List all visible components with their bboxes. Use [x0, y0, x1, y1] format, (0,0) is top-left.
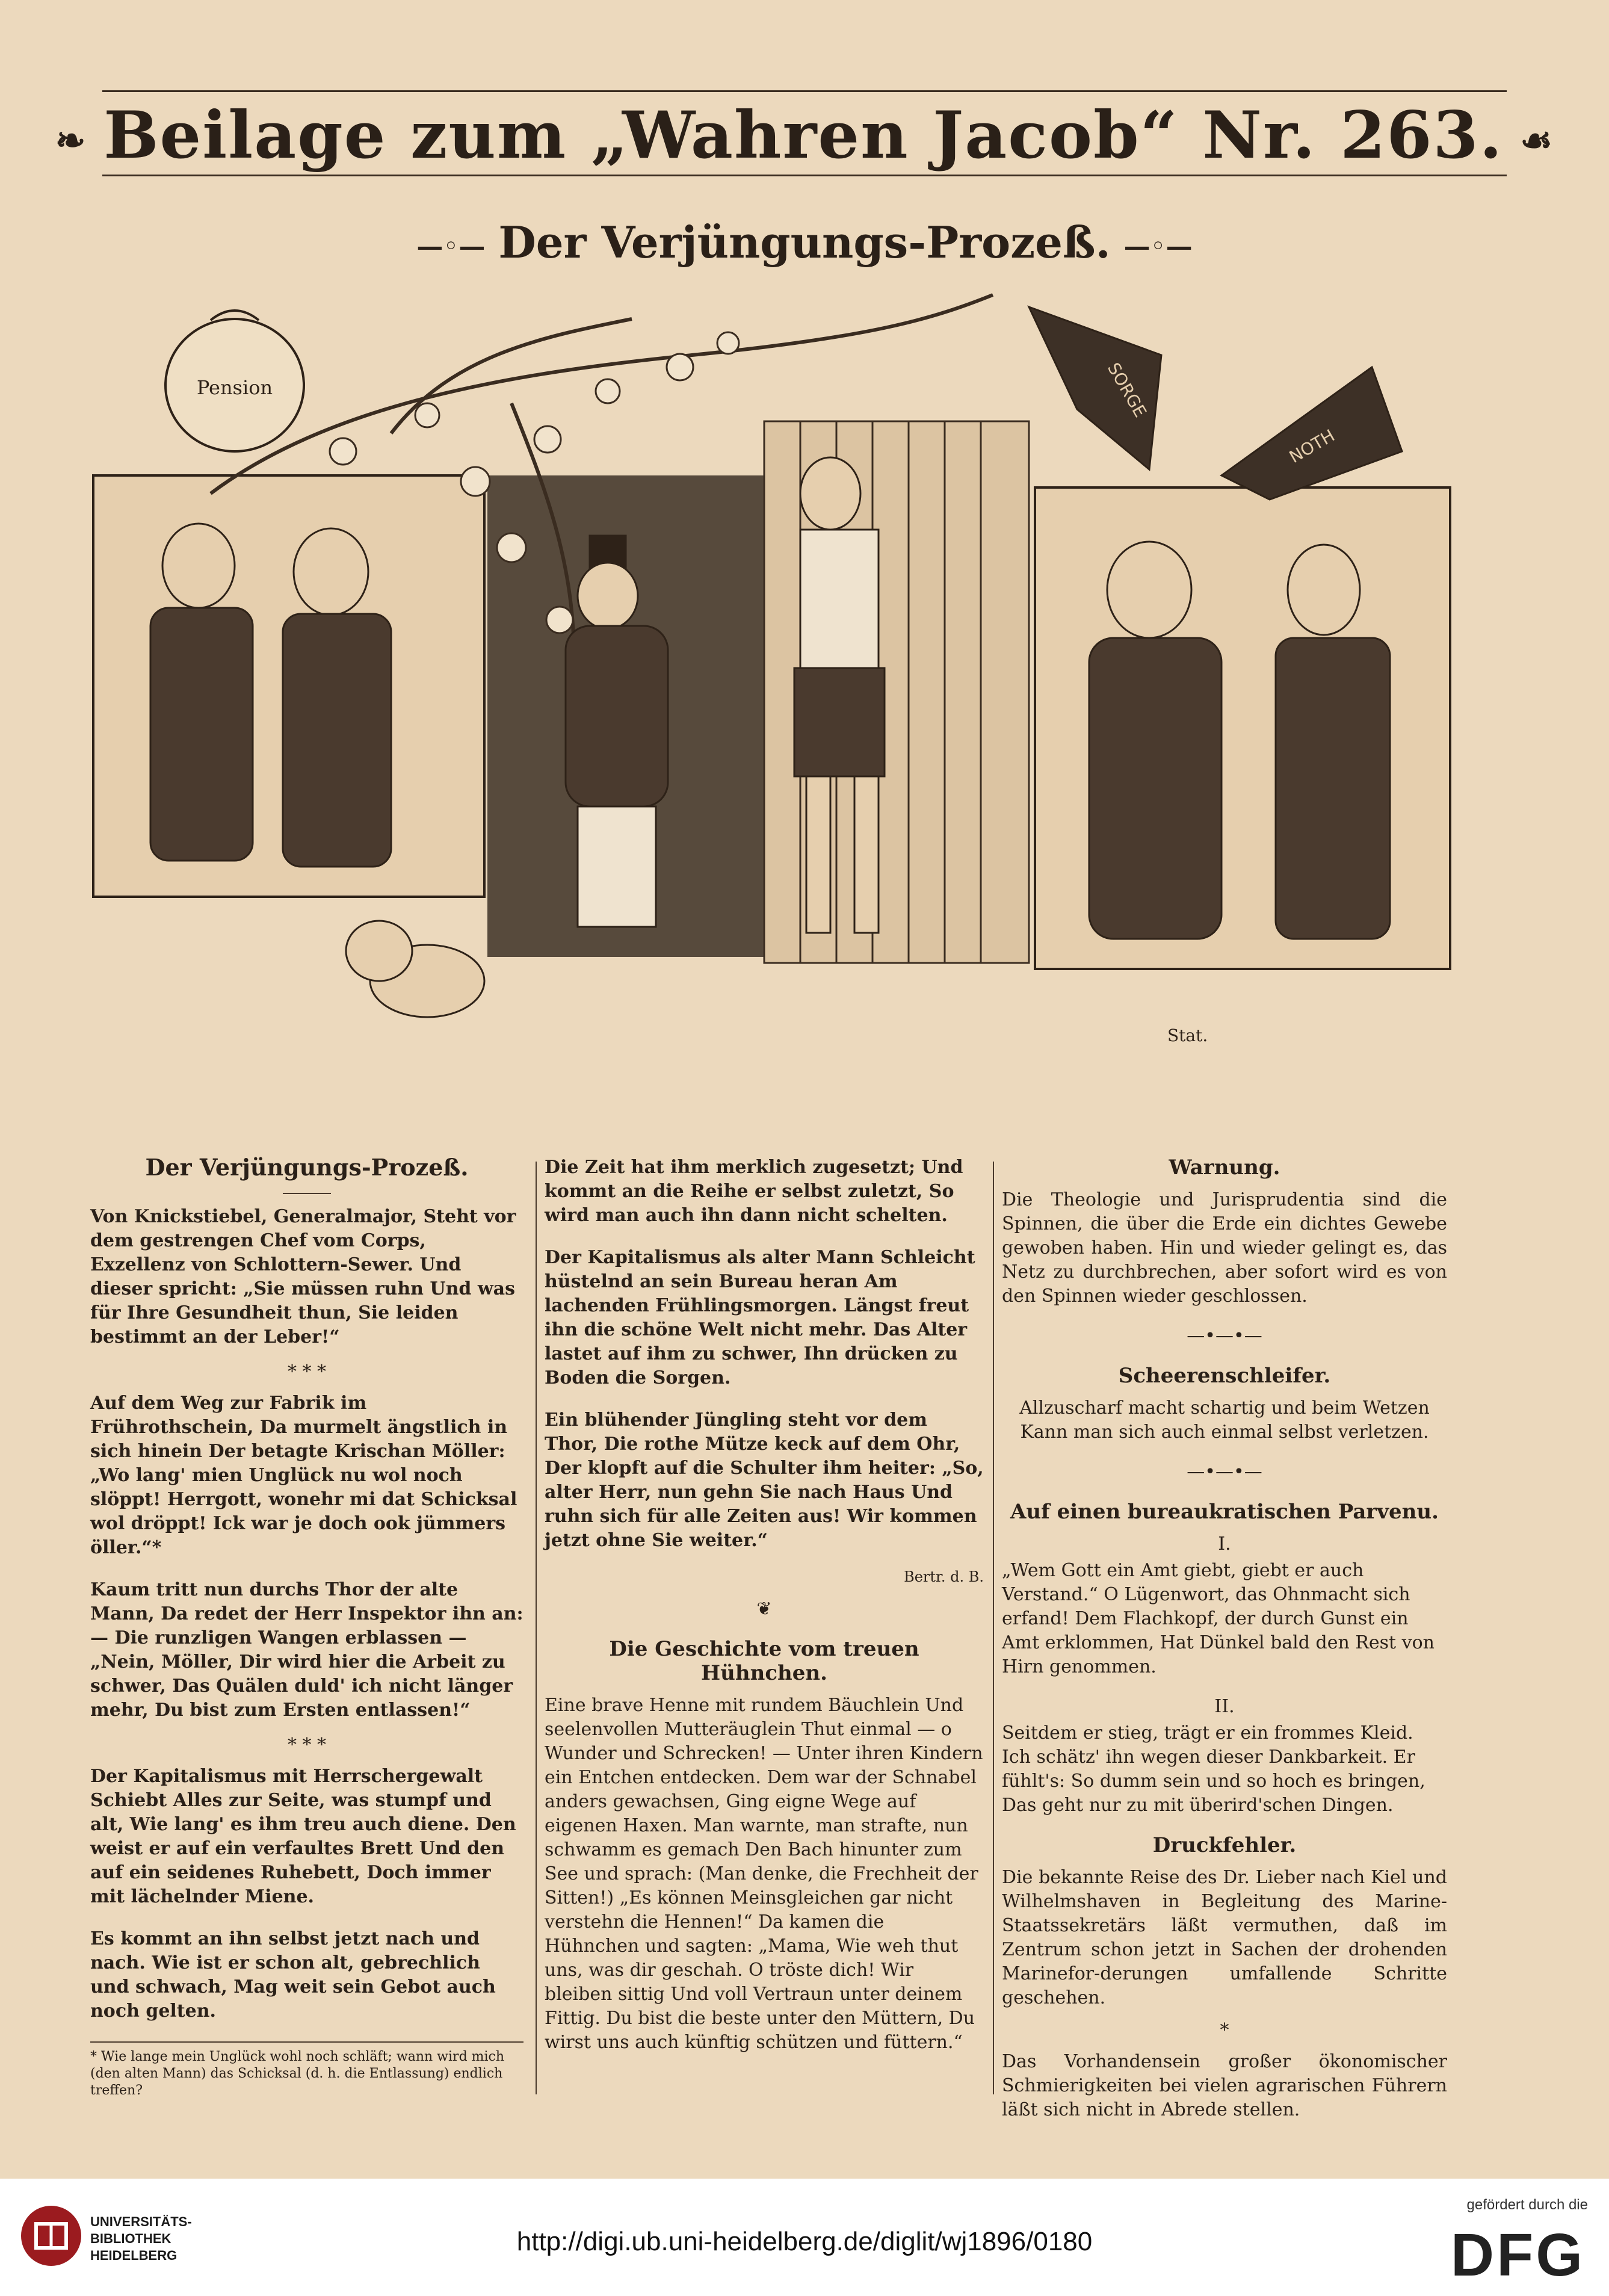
poem-stanza: Auf dem Weg zur Fabrik im Frührothschein, Da murmelt ängstlich in sich hinein Der betagte Krischan Möller: „Wo lang' mien Unglück nu wol noch slöppt! Herrgott, wonehr mi dat Schicksal wol dröppt! Ick war je doch ook jümmers öller.“*	[90, 1393, 517, 1558]
main-heading-text: Der Verjüngungs-Prozeß.	[498, 217, 1111, 268]
column-rule-2	[993, 1162, 994, 2094]
section-divider: —•—•—	[1187, 1461, 1262, 1482]
sorge-banner	[1029, 307, 1161, 469]
poem-stanza: Der Kapitalismus mit Herrschergewalt Schiebt Alles zur Seite, was stumpf und alt, Wie lang' es ihm treu auch diene. Den weist er auf ein verfaultes Brett Und den auf ein seidenes Ruhebett, Doch immer mit lächelnder Miene.	[90, 1766, 516, 1907]
column-rule-1	[536, 1162, 537, 2094]
poem-stanza: Von Knickstiebel, Generalmajor, Steht vor dem gestrengen Chef vom Corps, Exzellenz von Schlottern-Sewer. Und dieser spricht: „Sie müssen ruhn Und was für Ihre Gesundheit thun, Sie leiden bestimmt an der Leber!“	[90, 1206, 516, 1348]
noth-label: NOTH	[1286, 425, 1338, 468]
parvenu-number-1: I.	[1218, 1533, 1231, 1555]
druckfehler-title: Druckfehler.	[1152, 1833, 1297, 1857]
column-2	[545, 1156, 984, 2070]
library-name: UNIVERSITÄTS- BIBLIOTHEK HEIDELBERG	[90, 2214, 192, 2263]
star-divider: *	[1220, 2020, 1229, 2041]
parvenu-text-1: „Wem Gott ein Amt giebt, giebt er auch Verstand.“ O Lügenwort, das Ohnmacht sich erfand! Dem Flachkopf, der durch Gunst ein Amt erklommen, Hat Dünkel bald den Rest von Hirn genommen.	[1002, 1560, 1435, 1677]
poem-stanza: Kaum tritt nun durchs Thor der alte Mann, Da redet der Herr Inspektor ihn an: — Die runzligen Wangen erblassen — „Nein, Möller, Dir wird hier die Arbeit zu schwer, Das Quälen duld' ich nicht länger mehr, Du bist zum Ersten entlassen!“	[90, 1579, 523, 1721]
poem-stanza: Der Kapitalismus als alter Mann Schleicht hüstelnd an sein Bureau heran Am lachenden Frühlingsmorgen. Längst freut ihn die schöne Welt nicht mehr. Das Alter lastet auf ihm zu schwer, Ihn drücken zu Boden die Sorgen.	[545, 1247, 975, 1388]
main-heading: —◦— Der Verjüngungs-Prozeß. —◦—	[416, 217, 1193, 268]
masthead	[0, 90, 1609, 181]
druckfehler-text-1: Die bekannte Reise des Dr. Lieber nach Kiel und Wilhelmshaven in Begleitung des Marine-Staatssekretärs läßt vermuthen, daß im Zentrum schon jetzt in Sachen der drohenden Marinefor-derungen umfallende Schritte geschehen.	[1002, 1867, 1447, 2008]
footer-bar	[0, 2179, 1609, 2296]
illustration	[90, 283, 1462, 1113]
hen-story-text: Eine brave Henne mit rundem Bäuchlein Und seelenvollen Mutteräuglein Thut einmal — o Wunder und Schrecken! — Unter ihren Kindern ein Entchen entdecken. Dem war der Schnabel anders gewachsen, Ging eigne Wege auf eigenen Haxen. Man warnte, man strafte, nun schwamm es gemach Den Bach hinunter zum See und sprach: (Man denke, die Frechheit der Sitten!) „Es können Meinsgleichen gar nicht verstehn die Hennen!“ Da kamen die Hühnchen und sagten: „Mama, Wie weh thut uns, was dir geschah. O tröste dich! Wir bleiben sittig Und voll Vertraun unter deinem Fittig. Du bist die beste unter den Müttern, Du wirst uns auch künftig schützen und füttern.“	[545, 1695, 983, 2053]
scheeren-text: Allzuscharf macht schartig und beim Wetzen Kann man sich auch einmal selbst verletzen.	[1019, 1397, 1430, 1443]
warnung-text: Die Theologie und Jurisprudentia sind die Spinnen, die über die Erde ein dichtes Gewebe gewoben haben. Hin und wieder gelingt es, das Netz zu durchbrechen, aber sofort wird es von den Spinnen wieder geschlossen.	[1002, 1189, 1447, 1307]
warnung-title: Warnung.	[1169, 1156, 1280, 1180]
stars-divider: * * *	[287, 1734, 327, 1756]
masthead-left-ornament: ❧	[55, 119, 87, 162]
parvenu-text-2: Seitdem er stieg, trägt er ein frommes Kleid. Ich schätz' ihn wegen dieser Dankbarkeit. Er fühlt's: So dumm sein und so hoch es bringen, Das geht nur zu mit überird'schen Dingen.	[1002, 1722, 1425, 1816]
section-divider: —•—•—	[1187, 1325, 1262, 1346]
source-url-link[interactable]: http://digi.ub.uni-heidelberg.de/diglit/wj1896/0180	[516, 2227, 1093, 2256]
column-3	[1002, 1156, 1447, 2138]
header-rule-bottom	[102, 175, 1507, 176]
footnote: * Wie lange mein Unglück wohl noch schläft; wann wird mich (den alten Mann) das Schicksal (d. h. die Entlassung) endlich treffen?	[90, 2041, 523, 2099]
pension-label: Pension	[196, 376, 273, 399]
stars-divider: * * *	[287, 1361, 327, 1382]
title-rule	[283, 1193, 331, 1194]
hen-story-title: Die Geschichte vom treuen Hühnchen.	[609, 1637, 919, 1685]
poem-stanza: Die Zeit hat ihm merklich zugesetzt; Und kommt an die Reihe er selbst zuletzt, So wird man auch ihn dann nicht schelten.	[545, 1157, 963, 1226]
column-1	[90, 1156, 523, 2099]
parvenu-number-2: II.	[1214, 1696, 1235, 1717]
scheeren-title: Scheerenschleifer.	[1118, 1364, 1331, 1388]
funded-by-label: gefördert durch die	[1466, 2197, 1588, 2213]
poem-signature: Bertr. d. B.	[904, 1568, 984, 1585]
masthead-right-ornament: ☙	[1520, 119, 1554, 162]
poem-title: Der Verjüngungs-Prozeß.	[145, 1154, 469, 1181]
masthead-title: Beilage zum „Wahren Jacob“ Nr. 263.	[103, 97, 1504, 173]
artist-signature: Stat.	[1167, 1026, 1208, 1045]
illustration-drawing	[90, 283, 1462, 1113]
sorge-label: SORGE	[1103, 359, 1150, 421]
dfg-logo: DFG	[1450, 2221, 1585, 2289]
druckfehler-text-2: Das Vorhandensein großer ökonomischer Schmierigkeiten bei vielen agrarischen Führern läßt sich nicht in Abrede stellen.	[1002, 2051, 1447, 2120]
parvenu-title: Auf einen bureaukratischen Parvenu.	[1010, 1500, 1439, 1524]
poem-stanza: Es kommt an ihn selbst jetzt nach und nach. Wie ist er schon alt, gebrechlich und schwach, Mag weit sein Gebot auch noch gelten.	[90, 1928, 496, 2022]
poem-stanza: Ein blühender Jüngling steht vor dem Thor, Die rothe Mütze keck auf dem Ohr, Der klopft auf die Schulter ihm heiter: „So, alter Herr, nun gehn Sie nach Haus Und ruhn sich für alle Zeiten aus! Wir kommen jetzt ohne Sie weiter.“	[545, 1409, 984, 1551]
noth-banner	[1221, 367, 1402, 500]
ornament-divider: ❦	[756, 1598, 772, 1620]
